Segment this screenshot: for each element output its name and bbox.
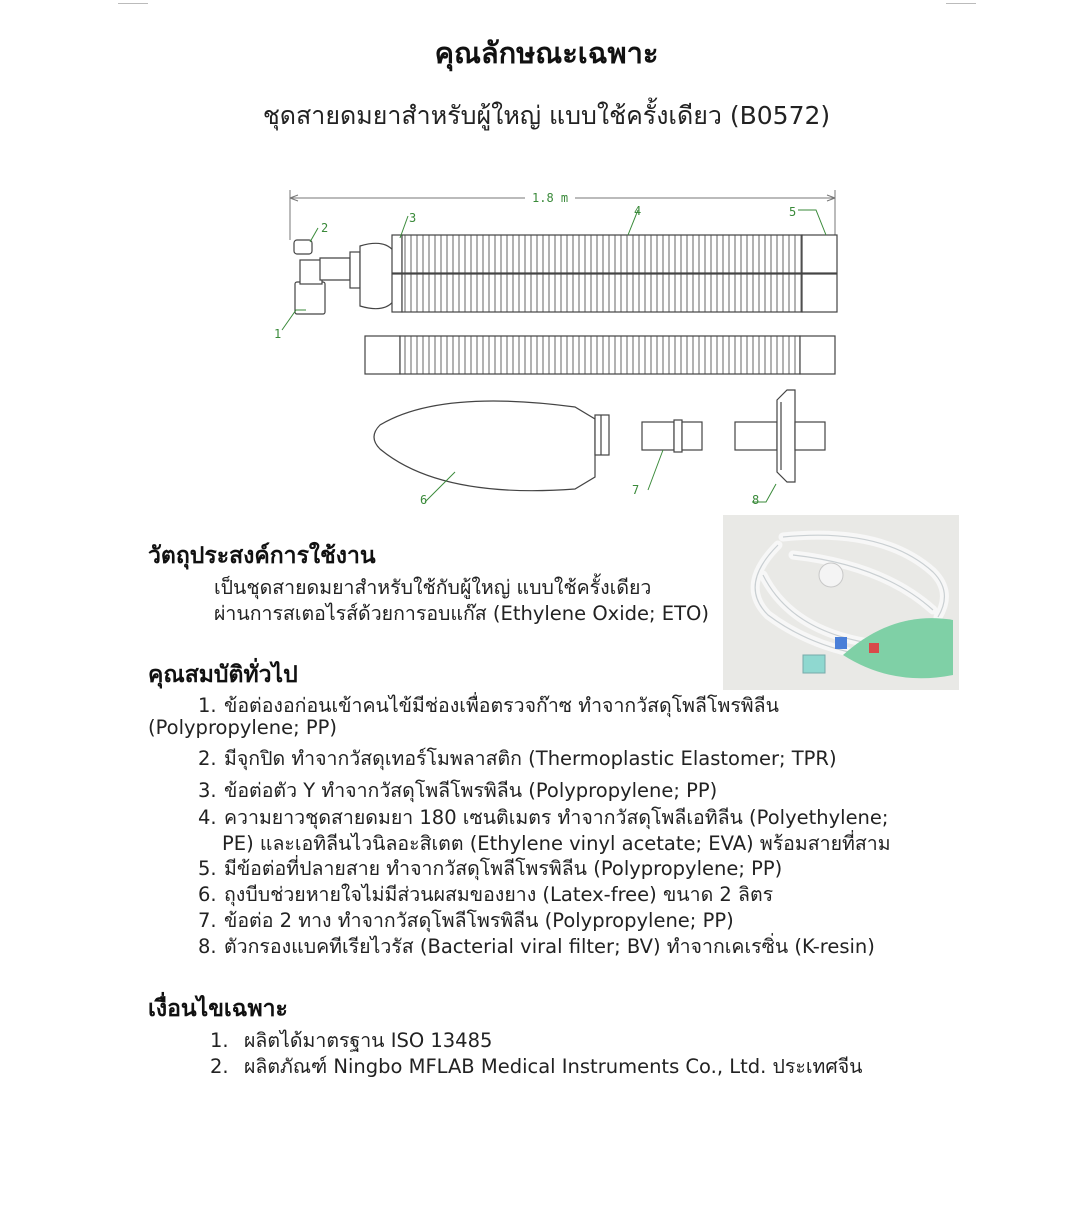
page-title: คุณลักษณะเฉพาะ <box>434 36 659 70</box>
circuit-technical-drawing <box>270 180 850 510</box>
product-photo-illustration <box>723 515 959 690</box>
property-number: 8. <box>198 935 217 958</box>
callout-3: 3 <box>409 211 417 225</box>
property-number: 2. <box>198 747 217 770</box>
breathing-bag <box>374 401 609 491</box>
callout-4: 4 <box>634 204 642 218</box>
property-text: ข้อต่อ 2 ทาง ทำจากวัสดุโพลีโพรพิลีน (Polypropylene; PP) <box>224 909 734 932</box>
corner-mark-left <box>118 0 148 4</box>
conditions-heading: เงื่อนไขเฉพาะ <box>148 996 288 1022</box>
condition-item-2 <box>210 1051 863 1082</box>
property-text: ข้อต่องอก่อนเข้าคนไข้มีช่องเพื่อตรวจก๊าซ ทำจากวัสดุโพลีโพรพิลีน <box>224 694 779 717</box>
condition-text: ผลิตภัณฑ์ Ningbo MFLAB Medical Instruments Co., Ltd. ประเทศจีน <box>244 1055 863 1078</box>
properties-heading: คุณสมบัติทั่วไป <box>148 662 298 688</box>
property-text: มีข้อต่อที่ปลายสาย ทำจากวัสดุโพลีโพรพิลีน (Polypropylene; PP) <box>224 857 783 880</box>
third-tube <box>365 336 835 374</box>
property-text: ข้อต่อตัว Y ทำจากวัสดุโพลีโพรพิลีน (Polypropylene; PP) <box>224 779 718 802</box>
property-item-4-continued: PE) และเอทิลีนไวนิลอะสิเตต (Ethylene vinyl acetate; EVA) พร้อมสายที่สาม <box>222 832 891 855</box>
elbow-connector <box>294 240 400 314</box>
callout-1: 1 <box>274 327 282 341</box>
dimension-label: 1.8 m <box>532 191 569 205</box>
property-text: ตัวกรองแบคทีเรียไวรัส (Bacterial viral filter; BV) ทำจากเคเรซิ่น (K-resin) <box>224 935 875 958</box>
callout-5: 5 <box>789 205 797 219</box>
main-tubes <box>392 235 837 312</box>
property-number: 1. <box>198 694 217 717</box>
property-number: 5. <box>198 857 217 880</box>
purpose-heading: วัตถุประสงค์การใช้งาน <box>148 543 376 569</box>
property-text: มีจุกปิด ทำจากวัสดุเทอร์โมพลาสติก (Thermoplastic Elastomer; TPR) <box>224 747 837 770</box>
purpose-line-2: ผ่านการสเตอไรส์ด้วยการอบแก๊ส (Ethylene Oxide; ETO) <box>214 602 709 625</box>
purpose-line-1: เป็นชุดสายดมยาสำหรับใช้กับผู้ใหญ่ แบบใช้ครั้งเดียว <box>214 576 652 599</box>
property-number: 4. <box>198 806 217 829</box>
property-number: 6. <box>198 883 217 906</box>
property-item-8 <box>198 931 875 962</box>
condition-number: 2. <box>210 1055 229 1078</box>
property-text: ถุงบีบช่วยหายใจไม่มีส่วนผสมของยาง (Latex-free) ขนาด 2 ลิตร <box>224 883 774 906</box>
property-text: ความยาวชุดสายดมยา 180 เซนติเมตร ทำจากวัสดุโพลีเอทิลีน (Polyethylene; <box>224 806 889 829</box>
two-way-connector <box>642 420 702 452</box>
callout-7: 7 <box>632 483 640 497</box>
callout-2: 2 <box>321 221 329 235</box>
callout-6: 6 <box>420 493 428 507</box>
callout-8: 8 <box>752 493 760 507</box>
product-photo <box>723 515 959 690</box>
condition-number: 1. <box>210 1029 229 1052</box>
property-number: 3. <box>198 779 217 802</box>
bacterial-filter <box>735 390 825 482</box>
page-subtitle: ชุดสายดมยาสำหรับผู้ใหญ่ แบบใช้ครั้งเดียว (B0572) <box>262 101 831 130</box>
corner-mark-right <box>946 0 976 4</box>
property-number: 7. <box>198 909 217 932</box>
property-item-2 <box>198 743 837 774</box>
condition-text: ผลิตได้มาตรฐาน ISO 13485 <box>244 1029 493 1052</box>
property-item-1-continued: (Polypropylene; PP) <box>148 716 338 739</box>
